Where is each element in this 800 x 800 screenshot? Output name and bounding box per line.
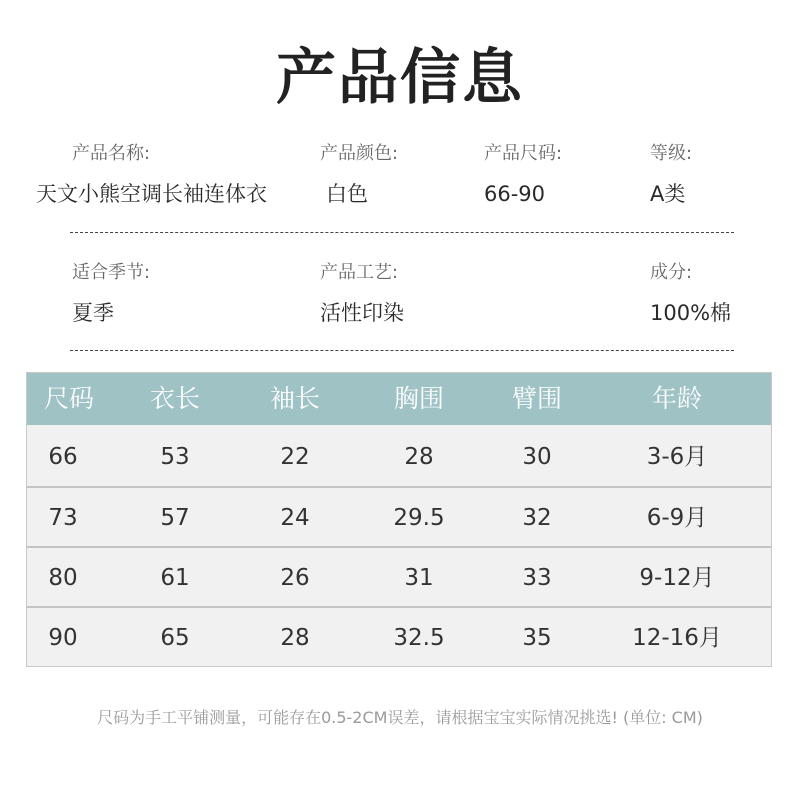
grade-value: A类	[650, 182, 686, 206]
measurement-note: 尺码为手工平铺测量，可能存在0.5-2CM误差，请根据宝宝实际情况挑选! (单位: CM)	[97, 708, 703, 727]
product-size-label: 产品尺码:	[484, 143, 563, 164]
table-cell: 12-16月	[632, 625, 722, 651]
table-cell: 30	[522, 444, 552, 470]
column-header: 袖长	[269, 384, 320, 413]
product-color-label: 产品颜色:	[320, 143, 399, 164]
divider	[70, 232, 734, 233]
table-cell: 24	[280, 505, 310, 531]
craft-value: 活性印染	[320, 301, 404, 325]
craft-label: 产品工艺:	[320, 262, 399, 283]
table-cell: 29.5	[393, 505, 445, 531]
product-name-label: 产品名称:	[72, 143, 151, 164]
column-header: 臂围	[511, 384, 562, 413]
table-cell: 32.5	[393, 625, 445, 651]
table-cell: 28	[280, 625, 310, 651]
product-color-value: 白色	[326, 182, 368, 206]
table-cell: 6-9月	[646, 505, 708, 531]
table-cell: 90	[48, 625, 78, 651]
table-cell: 57	[160, 505, 190, 531]
table-cell: 65	[160, 625, 190, 651]
table-cell: 31	[404, 565, 434, 591]
table-cell: 28	[404, 444, 434, 470]
table-cell: 66	[48, 444, 78, 470]
column-header: 衣长	[149, 384, 200, 413]
table-cell: 33	[522, 565, 552, 591]
material-value: 100%棉	[650, 301, 732, 325]
table-cell: 26	[280, 565, 310, 591]
table-cell: 35	[522, 625, 552, 651]
table-cell: 73	[48, 505, 78, 531]
column-header: 胸围	[393, 384, 444, 413]
table-cell: 80	[48, 565, 78, 591]
table-row	[27, 427, 771, 487]
table-cell: 53	[160, 444, 190, 470]
table-row	[27, 548, 771, 608]
grade-label: 等级:	[650, 143, 693, 164]
column-header: 尺码	[43, 384, 94, 413]
table-cell: 3-6月	[646, 444, 708, 470]
season-label: 适合季节:	[72, 262, 151, 283]
table-cell: 32	[522, 505, 552, 531]
page-title: 产品信息	[276, 43, 524, 113]
table-row	[27, 608, 771, 668]
column-header: 年龄	[651, 384, 702, 413]
size-table	[26, 372, 772, 667]
table-cell: 9-12月	[639, 565, 715, 591]
divider	[70, 350, 734, 351]
product-size-value: 66-90	[484, 182, 546, 206]
product-name-value: 天文小熊空调长袖连体衣	[36, 182, 267, 206]
season-value: 夏季	[72, 301, 114, 325]
table-header	[27, 373, 771, 425]
table-cell: 22	[280, 444, 310, 470]
table-cell: 61	[160, 565, 190, 591]
table-row	[27, 488, 771, 548]
material-label: 成分:	[650, 262, 693, 283]
